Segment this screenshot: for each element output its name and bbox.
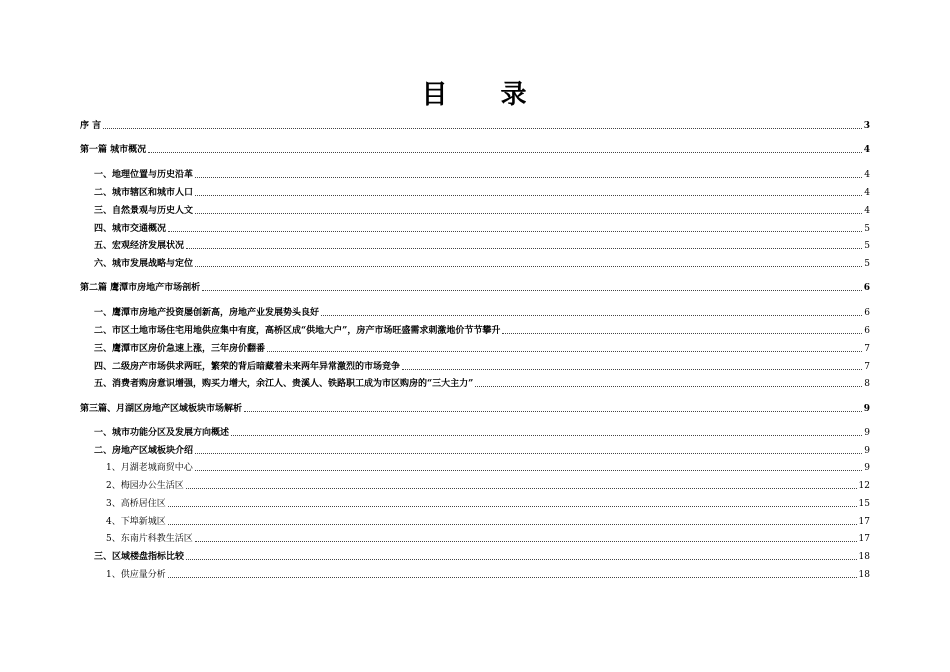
- toc-entry[interactable]: [80, 305, 870, 319]
- toc-entry-part-1[interactable]: [80, 142, 870, 156]
- toc-page-number: 9: [864, 428, 870, 438]
- toc-page-number: 9: [863, 404, 870, 414]
- toc-entry-label: 序 言: [80, 121, 102, 131]
- toc-entry-label: 3、高桥居住区: [106, 499, 166, 509]
- dot-leader: [475, 386, 862, 387]
- toc-entry-label: 四、城市交通概况: [94, 224, 167, 234]
- toc-page-number: 6: [864, 326, 870, 336]
- toc-entry[interactable]: [80, 359, 870, 373]
- dot-leader: [502, 333, 862, 334]
- dot-leader: [195, 541, 857, 542]
- toc-entry[interactable]: [80, 256, 870, 270]
- toc-entry-label: 三、鹰潭市区房价急速上涨，三年房价翻番: [94, 344, 266, 354]
- toc-entry[interactable]: [80, 549, 870, 563]
- toc-entry[interactable]: [80, 185, 870, 199]
- toc-entry-label: 一、城市功能分区及发展方向概述: [94, 428, 230, 438]
- dot-leader: [231, 435, 862, 436]
- toc-page-number: 8: [864, 379, 870, 389]
- toc-page-number: 18: [858, 552, 870, 562]
- toc-page-number: 12: [858, 481, 870, 491]
- toc-entry[interactable]: [80, 443, 870, 457]
- dot-leader: [168, 524, 857, 525]
- toc-page-number: 18: [858, 570, 870, 580]
- toc-page-number: 9: [864, 463, 870, 473]
- toc-entry-label: 二、市区土地市场住宅用地供应集中有度，高桥区成“供地大户”，房产市场旺盛需求刺激地价节节攀升: [94, 326, 501, 336]
- toc-entry-label: 第一篇 城市概况: [80, 145, 147, 155]
- dot-leader: [186, 559, 857, 560]
- toc-page-number: 4: [864, 188, 870, 198]
- toc-page-number: 4: [863, 145, 870, 155]
- toc-entry-label: 四、二级房产市场供求两旺，繁荣的背后暗藏着未来两年异常激烈的市场竞争: [94, 362, 401, 372]
- toc-entry-label: 三、区域楼盘指标比较: [94, 552, 185, 562]
- toc-entry-label: 5、东南片科教生活区: [106, 534, 193, 544]
- dot-leader: [195, 213, 862, 214]
- toc-page-number: 6: [864, 308, 870, 318]
- toc-entry-label: 五、宏观经济发展状况: [94, 241, 185, 251]
- toc-entry-part-2[interactable]: [80, 280, 870, 294]
- toc-entry-label: 1、供应量分析: [106, 570, 166, 580]
- toc-title: 目 录: [421, 80, 549, 110]
- dot-leader: [202, 290, 862, 291]
- toc-entry[interactable]: [80, 425, 870, 439]
- toc-page-number: 17: [858, 517, 870, 527]
- toc-entry[interactable]: [80, 323, 870, 337]
- toc-subentry[interactable]: [80, 514, 870, 528]
- toc-page-number: 3: [863, 121, 870, 131]
- toc-page-number: 9: [864, 446, 870, 456]
- toc-entry[interactable]: [80, 203, 870, 217]
- toc-subentry[interactable]: [80, 531, 870, 545]
- dot-leader: [402, 369, 862, 370]
- toc-subentry[interactable]: [80, 567, 870, 581]
- toc-page-number: 7: [864, 362, 870, 372]
- dot-leader: [168, 577, 857, 578]
- toc-entry-label: 一、地理位置与历史沿革: [94, 170, 194, 180]
- toc-subentry[interactable]: [80, 460, 870, 474]
- toc-page-number: 5: [864, 259, 870, 269]
- toc-entry[interactable]: [80, 167, 870, 181]
- toc-entry-label: 1、月湖老城商贸中心: [106, 463, 193, 473]
- toc-entry[interactable]: [80, 238, 870, 252]
- toc-entry-label: 第二篇 鹰潭市房地产市场剖析: [80, 283, 201, 293]
- dot-leader: [186, 248, 862, 249]
- toc-entry[interactable]: [80, 376, 870, 390]
- toc-entry-label: 一、鹰潭市房地产投资屡创新高，房地产业发展势头良好: [94, 308, 320, 318]
- toc-entry-label: 第三篇、月湖区房地产区域板块市场解析: [80, 404, 243, 414]
- toc-page-number: 5: [864, 224, 870, 234]
- toc-entry-label: 五、消费者购房意识增强，购买力增大，余江人、贵溪人、铁路职工成为市区购房的“三大主力”: [94, 379, 474, 389]
- dot-leader: [321, 315, 862, 316]
- toc-entry-label: 三、自然景观与历史人文: [94, 206, 194, 216]
- toc-page-number: 4: [864, 206, 870, 216]
- dot-leader: [195, 195, 862, 196]
- dot-leader: [103, 128, 862, 129]
- toc-page-number: 7: [864, 344, 870, 354]
- dot-leader: [195, 177, 862, 178]
- toc-entry-label: 二、房地产区域板块介绍: [94, 446, 194, 456]
- dot-leader: [168, 231, 862, 232]
- toc-page-number: 17: [858, 534, 870, 544]
- dot-leader: [148, 152, 862, 153]
- toc-page-number: 15: [858, 499, 870, 509]
- toc-subentry[interactable]: [80, 496, 870, 510]
- dot-leader: [244, 411, 862, 412]
- dot-leader: [195, 453, 862, 454]
- toc-entry-label: 2、梅园办公生活区: [106, 481, 184, 491]
- toc-page-number: 6: [863, 283, 870, 293]
- toc-entry-label: 二、城市辖区和城市人口: [94, 188, 194, 198]
- dot-leader: [195, 266, 862, 267]
- dot-leader: [195, 470, 863, 471]
- dot-leader: [186, 488, 857, 489]
- toc-entry[interactable]: [80, 221, 870, 235]
- toc-subentry[interactable]: [80, 478, 870, 492]
- toc-page-number: 4: [864, 170, 870, 180]
- toc-entry-preface[interactable]: [80, 118, 870, 132]
- toc-entry-part-3[interactable]: [80, 401, 870, 415]
- toc-page-number: 5: [864, 241, 870, 251]
- toc-entry[interactable]: [80, 341, 870, 355]
- dot-leader: [267, 351, 862, 352]
- dot-leader: [168, 506, 857, 507]
- toc-entry-label: 4、下埠新城区: [106, 517, 166, 527]
- toc-entry-label: 六、城市发展战略与定位: [94, 259, 194, 269]
